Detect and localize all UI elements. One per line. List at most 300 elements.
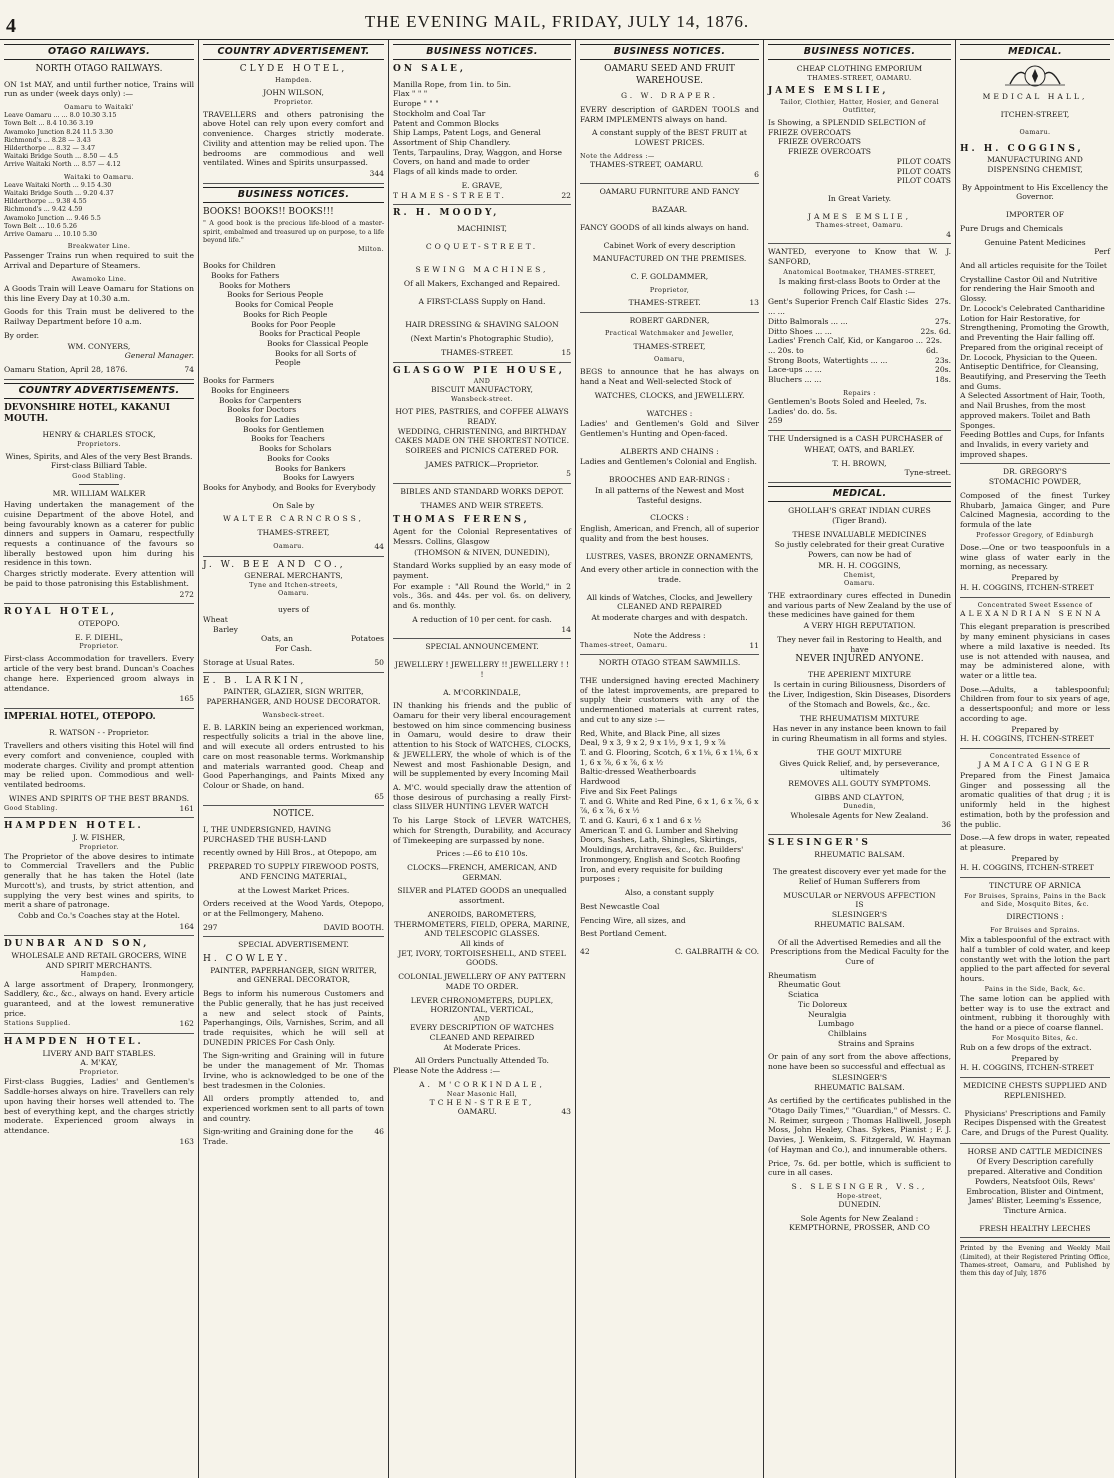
ad-text: A reduction of 10 per cent. for cash. (412, 614, 552, 624)
ad-text: ANEROIDS, BAROMETERS, THERMOMETERS, FIELD, OPERA, MARINE, AND TELESCOPIC GLASSES. (394, 909, 570, 939)
ad-heading: SPECIAL ADVERTISEMENT. (238, 940, 349, 950)
ad-text: First-class Buggies, Ladies' and Gentlemen's Saddle-horses always on hire. Travellers can rely upon having their horses well attended to. The best of everything kept, and the charges strictly moderate. Experienced groom always in attendance. (4, 1077, 194, 1135)
ad-name: HENRY & CHARLES STOCK, (42, 429, 156, 439)
ad-text: Dose.—A few drops in water, repeated at pleasure. (960, 833, 1110, 852)
ad-text: E. B. LARKIN being an experienced workman, respectfully solicits a trial in the above line, and will execute all orders entrusted to his care on most reasonable terms. Workmanship and materials warranted good. Cheap and Good Paperhangings, and Paints Mixed any Colour or Shade, on hand. (203, 722, 384, 790)
ad-text: As certified by the certificates published in the "Otago Daily Times," "Guardian," of Messrs. C. N. Reimer, surgeon ; Thomas Halliwell, Joseph Moss, John Healey, Chas. Sykes, Pianist ; F. J. Davies, J. Wenkeim, S. Fitzgerald, W. Hayman (of Hayman and Co.), and innumerable others. (768, 1096, 951, 1154)
timetable-row: Town Belt ... 8.4 10.36 3.19 (4, 119, 94, 128)
ad-location: Oamaru, (654, 355, 685, 364)
timber-item: T. and G. Flooring, Scotch, 6 x 1⅛, 6 x 1⅛, 6 x 1, 6 x ⅞, 6 x ⅞, 6 x ½ (580, 748, 759, 767)
ad-heading: R. H. MOODY, (393, 208, 500, 219)
ad-subheading: SLESINGER'S (831, 1072, 888, 1082)
boot-price-row (768, 336, 951, 355)
boot-price: 18s. (935, 375, 951, 385)
ad-heading: DUNBAR AND SON, (4, 939, 150, 950)
ad-text: All kinds of Watches, Clocks, and Jewellery CLEANED AND REPAIRED (586, 592, 753, 612)
ad-heading: FRESH HEALTHY LEECHES (979, 1223, 1091, 1233)
ad-text: Storage at Usual Rates. (203, 657, 295, 667)
ad-location: Oamaru. (278, 589, 309, 598)
ad-name: KEMPTHORNE, PROSSER, AND CO (789, 1223, 930, 1233)
toilet-item: A Selected Assortment of Hair, Tooth, and Nail Brushes, from the most approved makers. Toilet and Bath Sponges. (960, 391, 1106, 430)
books-list-item: Books for Scholars (259, 444, 332, 454)
ad-text: To his Large Stock of LEVER WATCHES, which for Strength, Durability, and Accuracy of Timekeeping are surpassed by none. (393, 816, 571, 845)
timetable-row: Awamoko Junction 8.24 11.5 3.30 (4, 127, 113, 136)
ad-role: Anatomical Bootmaker, THAMES-STREET, (783, 267, 936, 276)
ad-name: WALTER CARNCROSS, (223, 514, 364, 524)
ad-text: A. M'C. would specially draw the attention of those desirous of purchasing a really First-class SILVER HUNTING LEVER WATCH (393, 782, 571, 812)
timetable-row: Waitaki Bridge South ... 8.50 — 4.5 (4, 152, 119, 161)
ad-text: A FIRST-CLASS Supply on Hand. (418, 296, 546, 306)
ad-location: Hampden. (80, 970, 118, 979)
ad-subheading: REMOVES ALL GOUTY SYMPTOMS. (788, 778, 931, 788)
ailment-item: Sciatica (788, 990, 819, 1000)
ad-name: G. W. DRAPER. (620, 91, 718, 101)
ailment-item: Rheumatic Gout (778, 980, 841, 990)
ad-heading: GHOLLAH'S GREAT INDIAN CURES (788, 506, 931, 516)
ad-text: Begs to inform his numerous Customers and the Public generally, that he has just received a new and select stock of Paints, Paperhangings, Oils, Varnishes, Scrim, and all trade requisites, which he will sell at DUNEDIN PRICES For Cash Only. (203, 989, 384, 1047)
ad-street: THAMES-STREET, (257, 528, 330, 538)
ad-text: Perf (1094, 247, 1110, 257)
ad-number: 43 (561, 1107, 571, 1117)
ad-text: TRAVELLERS and others patronising the above Hotel can rely upon every comfort and convenience. Charges strictly moderate. Civility and attention may be relied upon. The bedrooms are commodious and well ventilated. Wines and Spirits unsurpassed. (203, 109, 384, 168)
books-list-item: Books for Farmers (203, 376, 275, 386)
ad-text: Has never in any instance been known to fail in curing Rheumatism in all forms and styles. (771, 724, 948, 744)
ad-text: PREPARED TO SUPPLY FIREWOOD POSTS, AND FENCING MATERIAL, (208, 862, 379, 881)
livery-ad (4, 1037, 194, 1150)
ad-name: GIBBS AND CLAYTON, (814, 792, 905, 802)
ad-name: H. H. COGGINS, ITCHEN-STREET (960, 1063, 1094, 1073)
masthead (0, 0, 1114, 40)
ad-text: (Next Martin's Photographic Studio), (410, 334, 554, 344)
royal-arms-icon (960, 64, 1110, 88)
senna-ad (960, 601, 1110, 750)
timetable-heading: Oamaru to Waitaki' (64, 103, 134, 112)
railway-intro: ON 1st MAY, and until further notice, Trains will run as under (week days only) :— (4, 79, 194, 99)
draper-ad (580, 64, 759, 184)
ad-number: 74 (184, 364, 194, 374)
ad-text: For example : "All Round the World," in 2 vols., 36s. and 44s. per vol. 6s. on delivery, and 6s. monthly. (393, 581, 571, 611)
ad-name: DAVID BOOTH. (323, 922, 384, 932)
ad-heading: THOMAS FERENS, (393, 514, 530, 525)
ad-text: AND (473, 1015, 491, 1024)
timetable-row: Leave Waitaki North ... 9.15 4.30 (4, 180, 112, 189)
ad-number: 65 (374, 791, 384, 801)
coggins-ad (960, 64, 1110, 464)
boot-item: Lace-ups ... ... (768, 365, 822, 375)
ad-subheading: Repairs : (843, 388, 876, 397)
ad-heading: ROYAL HOTEL, (4, 607, 117, 618)
boot-price: 20s. (935, 365, 951, 375)
cowley-ad (203, 940, 384, 1150)
ad-subheading: LUSTRES, VASES, BRONZE ORNAMENTS, (585, 551, 754, 561)
books-list-item: Books for all Sorts of People (275, 348, 357, 368)
ad-text: Pure Drugs and Chemicals (960, 223, 1063, 233)
ad-text: Is making first-class Boots to Order at the following Prices, for Cash :— (778, 276, 941, 296)
ad-text: Mix a tablespoonful of the extract with half a tumbler of cold water, and keep constantly wet with the lotion the part applied to the part affected for several hours. (960, 935, 1110, 984)
books-list (203, 376, 384, 483)
books-list-item: Books for Ladies (235, 415, 300, 424)
boot-price: 27s. (935, 297, 951, 307)
books-list-item: Books for Classical People (267, 338, 369, 348)
boot-price-row (768, 317, 951, 327)
ad-heading: CLYDE HOTEL, (239, 64, 348, 75)
ad-heading: DEVONSHIRE HOTEL, KAKANUI MOUTH. (4, 402, 170, 425)
ad-text: CLOCKS—FRENCH, AMERICAN, AND GERMAN. (407, 863, 557, 882)
ad-text: at the Lowest Market Prices. (237, 885, 350, 895)
ad-heading: ON SALE, (393, 64, 467, 75)
ad-name: C. GALBRAITH & CO. (674, 946, 759, 956)
ad-location: Oamaru. (844, 578, 875, 587)
ad-text: And every other article in connection with the trade. (580, 565, 759, 584)
ad-heading: NOTICE. (272, 809, 315, 820)
ad-text: For Bruises, Sprains, Pains in the Back and Side, Mosquito Bites, &c. (964, 891, 1106, 909)
ad-text: recently owned by Hill Bros., at Otepopo, am (203, 848, 377, 858)
ad-subheading: PAINTER, GLAZIER, SIGN WRITER, PAPERHANGER, AND HOUSE DECORATOR. (206, 687, 381, 706)
ad-text: The greatest discovery ever yet made for the Relief of Human Sufferers from (772, 867, 947, 886)
ad-text: The Sign-writing and Graining will in future be under the management of Mr. Thomas Irvine, who is acknowledged to be one of the best tradesmen in the Colonies. (203, 1051, 384, 1090)
section-header: MEDICAL. (768, 486, 951, 502)
ad-text: All Orders Punctually Attended To. (415, 1056, 549, 1066)
pilot-item: PILOT COATS (896, 166, 951, 176)
ad-text: JET, IVORY, TORTOISESHELL, AND STEEL GOODS. (398, 948, 566, 968)
ad-heading: HORSE AND CATTLE MEDICINES (967, 1146, 1103, 1156)
arnica-ad (960, 881, 1110, 1078)
devonshire-ad (4, 403, 194, 604)
column-3 (389, 40, 576, 1478)
timetable-row: Arrive Oamaru ... 10.10 5.30 (4, 229, 97, 238)
ad-text: At Moderate Prices. (443, 1042, 521, 1052)
ad-location: DUNEDIN. (838, 1199, 881, 1209)
timetable-row: Richmond's ... 8.28 — 3.43 (4, 135, 91, 144)
ad-street: COQUET-STREET. (425, 241, 539, 251)
ad-text: Prices :—£6 to £10 10s. (436, 849, 528, 859)
ad-subheading: WATCHES, CLOCKS, and JEWELLERY. (594, 390, 745, 400)
ad-name: J. W. FISHER, (72, 832, 126, 842)
ad-text: Prepared by (1011, 724, 1059, 734)
ad-text: Barley (213, 624, 238, 634)
ad-subheading: THESE INVALUABLE MEDICINES (792, 529, 927, 539)
ad-text: Concentrated Essence of (989, 752, 1081, 761)
timetable-row: Hilderthorpe ... 9.38 4.55 (4, 197, 87, 206)
ad-role: Proprietor. (79, 1068, 119, 1077)
ad-text: In Great Variety. (827, 193, 892, 203)
section-header: BUSINESS NOTICES. (393, 44, 571, 60)
ad-role: Proprietors. (77, 439, 121, 448)
ad-text: Charges strictly moderate. Every attention will be paid to those patronising this Establishment. (4, 569, 194, 588)
ad-heading: J. W. BEE AND CO., (203, 559, 346, 570)
ad-text: HOT PIES, PASTRIES, and COFFEE ALWAYS READY. (395, 407, 569, 426)
ad-subheading: NEVER INJURED ANYONE. (795, 654, 924, 665)
bee-ad (203, 560, 384, 673)
toilet-item: Feeding Bottles and Cups, for Infants and Invalids, in every variety and improved shapes. (960, 430, 1105, 459)
ad-text: And all articles requisite for the Toilet (960, 261, 1107, 271)
ad-heading: DR. GREGORY'S (1002, 467, 1068, 477)
ad-text: Composed of the finest Turkey Rhubarb, Jamaica Ginger, and Pure Calcined Magnesia, according to the formula of the late (960, 490, 1110, 530)
frieze-item: FRIEZE OVERCOATS (768, 127, 851, 137)
line-text: A Goods Train will Leave Oamaru for Stations on this line Every Day at 10.30 a.m. (4, 283, 194, 303)
ad-heading: BAZAAR. (651, 205, 688, 215)
ad-location: OAMARU. (457, 1107, 497, 1117)
ad-number: 161 (179, 803, 194, 813)
ad-text: Professor Gregory, of Edinburgh (976, 530, 1094, 539)
ad-name: E. GRAVE, (461, 180, 503, 190)
frieze-list (768, 128, 951, 157)
ad-number: 6 (754, 169, 759, 179)
ad-heading: GLASGOW PIE HOUSE, (393, 365, 565, 376)
section-header: OTAGO RAILWAYS. (4, 44, 194, 60)
section-header: BUSINESS NOTICES. (203, 187, 384, 203)
ad-street: Tyne-street. (904, 468, 951, 478)
ad-text: Cobb and Co.'s Coaches stay at the Hotel. (18, 911, 180, 921)
ad-street: ITCHEN-STREET, (1000, 109, 1070, 119)
sawmills-ad (580, 658, 759, 960)
ad-text: Rub on a few drops of the extract. (960, 1042, 1092, 1052)
ad-text: BEGS to announce that he has always on hand a Neat and Well-selected Stock of (580, 367, 759, 387)
timber-item: Hardwood (580, 777, 621, 787)
ad-name: R. WATSON - - Proprietor. (48, 727, 150, 737)
railway-ad (4, 64, 194, 380)
ad-name: MR. WILLIAM WALKER (52, 489, 146, 499)
boot-item: Ladies' French Calf, Kid, or Kangaroo ... ... 20s. to (768, 336, 924, 355)
ad-number: 44 (374, 541, 384, 551)
books-list-item: Books for Rich People (243, 309, 328, 319)
sale-item: Flags of all kinds made to order. (393, 167, 518, 177)
ad-subheading: RHEUMATIC BALSAM. (814, 919, 905, 929)
sale-item: Europe " " " (393, 99, 439, 109)
ad-text: WEDDING, CHRISTENING, and BIRTHDAY CAKES MADE ON THE SHORTEST NOTICE. (395, 426, 569, 446)
imperial-hotel-ad (4, 712, 194, 818)
ad-heading: TINCTURE OF ARNICA (989, 881, 1081, 891)
ad-location: Oamaru. (273, 541, 305, 550)
ad-note: Note the Address :— (580, 151, 655, 160)
ad-text: Ladies and Gentlemen's Colonial and English. (580, 457, 757, 467)
books-list-item: Books for Lawyers (283, 473, 355, 483)
section-header: MEDICAL. (960, 44, 1110, 60)
boot-price: 23s. (935, 355, 951, 365)
ad-number: 46 (374, 1127, 384, 1137)
timetable-heading: Waitaki to Oamaru. (64, 172, 134, 181)
ad-text: THE extraordinary cures effected in Dunedin and various parts of New Zealand by the use of these medicines have gained for them (768, 590, 951, 620)
boot-item: Ditto Balmorals ... ... (768, 316, 848, 326)
timetable-row: Richmond's ... 9.42 4.59 (4, 205, 83, 214)
timber-item: Doors, Sashes, Lath, Shingles, Skirtings, Mouldings, Architraves, &c., &c. Builders' Ironmongery, English and Scotch Roofing Iron, and every requisite for building purposes ; (580, 835, 744, 884)
ad-heading: BIBLES AND STANDARD WORKS DEPOT. (400, 487, 564, 497)
boot-price-row (768, 356, 951, 366)
timber-item: T. and G. Kauri, 6 x 1 and 6 x ½ (580, 816, 702, 826)
timber-item: T. and G. White and Red Pine, 6 x 1, 6 x ⅞, 6 x ⅞, 6 x ⅞, 6 x ½ (580, 796, 759, 816)
ad-text: WHEAT, OATS, and BARLEY. (804, 444, 915, 454)
ad-note: Good Stabling. (4, 803, 58, 812)
column-5 (764, 40, 956, 1478)
ad-text: Is certain in curing Biliousness, Disorders of the Liver, Indigestion, Skin Diseases, Disorders of the Stomach and Bowels, &c., &c. (768, 680, 951, 709)
timetable-row: Arrive Waitaki North ... 8.57 — 4.12 (4, 160, 121, 169)
books-list-item: Books for Children (203, 261, 276, 271)
ad-heading: JEWELLERY ! JEWELLERY !! JEWELLERY ! ! ! (395, 660, 569, 679)
ad-number: 259 (768, 416, 783, 426)
ad-text: Travellers and others visiting this Hotel will find every comfort and convenience, coupled with moderate charges. Civility and prompt attention may be relied upon. Commodious and well-ventilated bedrooms. (4, 741, 194, 790)
ad-text: Please Note the Address :— (393, 1066, 501, 1076)
line-text: Passenger Trains run when required to suit the Arrival and Departure of Steamers. (4, 251, 194, 271)
ad-text: Physicians' Prescriptions and Family Recipes Dispensed with the Greatest Care, and Drugs of the Purest Quality. (961, 1108, 1109, 1138)
sale-item: Tents, Tarpaulins, Dray, Waggon, and Horse Covers, on hand and made to order (393, 147, 562, 167)
ad-note: Stations Supplied. (4, 1019, 71, 1028)
ad-text: For Cash. (274, 644, 312, 654)
ad-text: Prepared by (1011, 1053, 1059, 1063)
ad-role: Proprietor. (79, 642, 119, 651)
ad-name: JAMES EMSLIE, (808, 211, 911, 221)
ad-subheading: For Mosquito Bites, &c. (991, 1033, 1079, 1042)
sale-item: Stockholm and Coal Tar (393, 108, 486, 118)
boot-item: Gent's Superior French Calf Elastic Sides ... ... (768, 297, 929, 317)
ad-text: All orders promptly attended to, and experienced workmen sent to all parts of town and country. (203, 1094, 384, 1123)
ad-heading: HAMPDEN HOTEL. (4, 821, 144, 832)
ad-number: 163 (179, 1136, 194, 1146)
sale-item: Manilla Rope, from 1in. to 5in. (393, 79, 512, 89)
boot-item: Bluchers ... ... (768, 375, 822, 385)
ailment-item: Lumbago (818, 1019, 854, 1029)
boots-price-list (768, 297, 951, 384)
ad-text: Best Portland Cement. (580, 929, 667, 939)
ad-name: A. M'CORKINDALE, (443, 687, 521, 697)
ad-text: AND (473, 377, 491, 386)
ad-text: EVERY DESCRIPTION OF WATCHES CLEANED AND REPAIRED (410, 1023, 554, 1042)
column-1 (0, 40, 199, 1478)
pilot-list (768, 157, 951, 186)
column-2 (199, 40, 389, 1478)
timetable-row: Town Belt ... 10.6 5.26 (4, 221, 77, 230)
column-6 (956, 40, 1114, 1478)
clyde-hotel-ad (203, 64, 384, 184)
ad-street: THAMES-STREET. (393, 190, 507, 200)
ad-subheading: THE GOUT MIXTURE (817, 747, 902, 757)
ad-location: Wansbeck-street. (262, 710, 325, 719)
timber-item: Five and Six Feet Palings (580, 786, 678, 796)
section-header: COUNTRY ADVERTISEMENTS. (4, 383, 194, 399)
chests-ad (960, 1081, 1110, 1144)
ailment-item: Strains and Sprains (838, 1038, 915, 1048)
ad-subheading: BROOCHES AND EAR-RINGS : (609, 475, 730, 485)
timetable-row: Leave Oamaru ... ... 8.0 10.30 3.15 (4, 111, 117, 120)
books-list-item: Books for Carpenters (219, 395, 302, 405)
goldammer-ad (580, 187, 759, 312)
timber-item: Red, White, and Black Pine, all sizes (580, 728, 721, 738)
toilet-item: Antiseptic Dentifrice, for Cleansing, Beautifying, and Preserving the Teeth and Gums. (960, 362, 1107, 391)
grave-ad (393, 64, 571, 205)
ad-number: 5 (566, 469, 571, 479)
ad-subheading: For Bruises and Sprains. (990, 925, 1080, 934)
larkin-ad (203, 676, 384, 807)
ad-text: All kinds of (460, 939, 504, 949)
ad-text: Of Every Description carefully prepared. Alterative and Condition Powders, Neatsfoot Oils, Rews' Embrocation, Blister and Ointment, James' Blister, Leeming's Essence, Tincture Arnica. (966, 1157, 1104, 1216)
ad-number: 297 (203, 922, 218, 932)
boot-price-row (768, 297, 951, 316)
ad-text: Orders received at the Wood Yards, Otepopo, or at the Fellmongery, Maheno. (203, 899, 384, 918)
ad-text: Price, 7s. 6d. per bottle, which is sufficient to cure in all cases. (768, 1158, 951, 1178)
ad-heading: E. B. LARKIN, (203, 675, 307, 686)
sale-item: Patent and Common Blocks (393, 118, 499, 128)
books-list-item: Books for Gentlemen (243, 424, 325, 434)
ad-number: 13 (749, 297, 759, 307)
boot-price: 22s. 6d. (926, 336, 943, 355)
ad-subheading: RHEUMATIC BALSAM. (814, 849, 905, 859)
ad-text: A constant supply of the BEST FRUIT at LOWEST PRICES. (592, 128, 747, 148)
section-header: COUNTRY ADVERTISEMENT. (203, 44, 384, 60)
ad-subheading: BISCUIT MANUFACTORY, (431, 385, 533, 395)
horse-ad (960, 1147, 1110, 1239)
ad-heading: MEDICINE CHESTS SUPPLIED AND REPLENISHED. (963, 1081, 1107, 1100)
books-ad (203, 207, 384, 557)
ad-text: I, THE UNDERSIGNED, HAVING PURCHASED THE BUSH-LAND (203, 824, 331, 844)
ad-heading: MEDICAL HALL, (982, 92, 1088, 102)
frieze-item: FRIEZE OVERCOATS (778, 137, 861, 147)
ad-text: Wholesale Agents for New Zealand. (790, 810, 929, 820)
ad-role: Chemist, (843, 570, 876, 579)
boot-item: Ditto Shoes ... ... (768, 326, 832, 336)
ad-subheading: IMPORTER OF (1006, 210, 1064, 220)
ad-subheading: SLESINGER'S (831, 910, 888, 920)
ad-subheading: DIRECTIONS : (1006, 912, 1064, 922)
ad-name: H. H. COGGINS, (960, 143, 1084, 154)
books-list-item: Books for Practical People (259, 329, 361, 339)
by-order: By order. (4, 330, 40, 340)
royal-hotel-ad (4, 607, 194, 709)
ailment-item: Neuralgia (808, 1009, 847, 1019)
ad-text: Prepared from the Finest Jamaica Ginger and possessing all the aromatic qualities of that drug ; it is uniformly held in the highest estimation, both by the profession and the public. (960, 770, 1110, 829)
ad-location: Wansbeck-street. (450, 394, 514, 403)
books-list-item: Books for Engineers (211, 385, 290, 395)
ad-text: Sole Agents for New Zealand : (800, 1213, 919, 1223)
ad-role: Proprietor. (79, 842, 119, 851)
printer-imprint: Printed by the Evening and Weekly Mail (Limited), at their Registered Printing Office, Thames-street, Oamaru, and Published by them this day of July, 1876 (960, 1241, 1110, 1277)
ad-heading: SPECIAL ANNOUNCEMENT. (425, 642, 539, 652)
timber-item: Deal, 9 x 3, 9 x 2, 9 x 1½, 9 x 1, 9 x ⅞ (580, 738, 726, 748)
frieze-item: FRIEZE OVERCOATS (788, 147, 871, 157)
ailment-item: Chilblains (828, 1029, 867, 1039)
books-every: Books for Anybody, and Books for Everybody (203, 483, 376, 493)
railway-title: NORTH OTAGO RAILWAYS. (35, 64, 163, 75)
ad-role: Practical Watchmaker and Jeweller, (604, 329, 734, 338)
ad-name: H. H. COGGINS, ITCHEN-STREET (960, 582, 1094, 592)
ad-heading: SLESINGER'S (768, 838, 871, 848)
page-number: 4 (6, 15, 16, 37)
section-header: BUSINESS NOTICES. (768, 44, 951, 60)
ad-text: Gentlemen's Boots Soled and Heeled, 7s. (768, 397, 927, 407)
ad-text: SOIREES and PICNICS CATERED FOR. (405, 446, 559, 456)
ad-location: Hampden. (275, 75, 312, 84)
station-date: Oamaru Station, April 28, 1876. (4, 364, 128, 374)
ad-text: Dose.—Adults, a tablespoonful; Children from four to six years of age, a dessertspoonful; and more or less according to age. (960, 684, 1110, 723)
sale-list (393, 80, 571, 177)
ad-heading: NORTH OTAGO STEAM SAWMILLS. (598, 658, 741, 668)
toilet-list (960, 275, 1110, 460)
ad-text: THE undersigned having erected Machinery of the latest improvements, are prepared to supply their customers with any of the undermentioned materials at current rates, and cut to any size :— (580, 675, 759, 724)
newspaper-title: THE EVENING MAIL, FRIDAY, JULY 14, 1876. (364, 12, 750, 31)
line-heading: Breakwater Line. (67, 242, 131, 251)
ad-name: JOHN WILSON, (263, 87, 324, 97)
sanford-ad (768, 247, 951, 431)
ad-text: The Proprietor of the above desires to intimate to Commercial Travellers and the Public generally that he has taken the Hotel (late Murcott's), and trusts, by strict attention, and supplying the very best wines and spirits, to merit a share of patronage. (4, 851, 194, 910)
ad-text: SILVER and PLATED GOODS an unequalled assortment. (397, 886, 567, 906)
ad-heading: HAMPDEN HOTEL. (4, 1037, 144, 1048)
signatory-title: General Manager. (124, 351, 194, 361)
boot-price: 27s. (935, 316, 951, 326)
ad-role: Proprietor. (273, 97, 314, 106)
books-list-item: Books for Poor People (251, 319, 336, 329)
section-header: BUSINESS NOTICES. (580, 44, 759, 60)
ad-name: H. H. COGGINS, ITCHEN-STREET (960, 863, 1094, 873)
ad-text: Ladies' and Gentlemen's Gold and Silver Gentlemen's Hunting and Open-faced. (580, 419, 759, 439)
ad-subheading: CLOCKS : (650, 513, 689, 523)
